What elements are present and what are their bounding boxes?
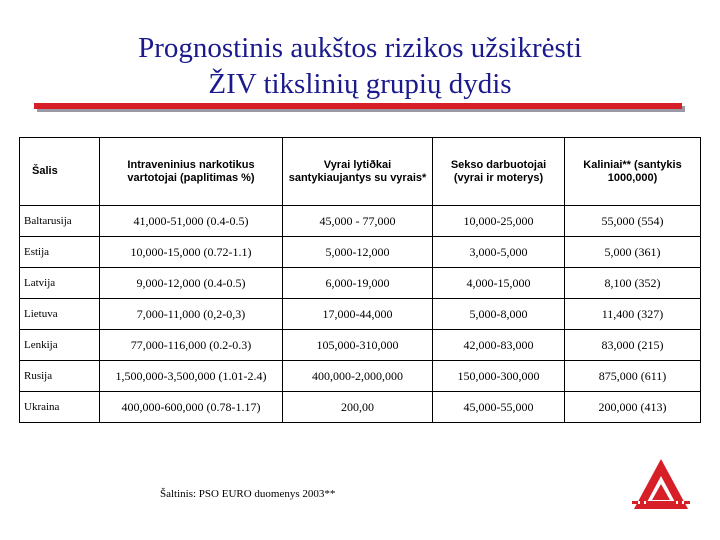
- table-cell: 400,000-600,000 (0.78-1.17): [100, 392, 283, 423]
- table-cell: 10,000-25,000: [433, 206, 565, 237]
- slide-title-line-2: ŽIV tikslinių grupių dydis: [208, 68, 512, 100]
- table-cell: 10,000-15,000 (0.72-1.1): [100, 237, 283, 268]
- table-cell: 8,100 (352): [565, 268, 701, 299]
- table-cell: 45,000-55,000: [433, 392, 565, 423]
- table-cell: 45,000 - 77,000: [283, 206, 433, 237]
- table-cell: 83,000 (215): [565, 330, 701, 361]
- table-cell-country: Ukraina: [20, 392, 100, 423]
- column-header-drug-users: Intraveninius narkotikus vartotojai (paplitimas %): [100, 138, 283, 206]
- column-header-country: Šalis: [20, 138, 100, 206]
- source-note: Šaltinis: PSO EURO duomenys 2003**: [160, 488, 336, 500]
- table-cell: 9,000-12,000 (0.4-0.5): [100, 268, 283, 299]
- table-cell: 11,400 (327): [565, 299, 701, 330]
- table-cell-country: Rusija: [20, 361, 100, 392]
- table-cell: 6,000-19,000: [283, 268, 433, 299]
- table-row: [20, 392, 701, 423]
- table-cell: 150,000-300,000: [433, 361, 565, 392]
- table-cell-country: Latvija: [20, 268, 100, 299]
- table-cell: 41,000-51,000 (0.4-0.5): [100, 206, 283, 237]
- table-row: [20, 206, 701, 237]
- table-row: [20, 330, 701, 361]
- red-triangle-logo-icon: [632, 456, 690, 514]
- table-cell-country: Estija: [20, 237, 100, 268]
- table-cell: 5,000-12,000: [283, 237, 433, 268]
- column-header-sex-workers: Sekso darbuotojai (vyrai ir moterys): [433, 138, 565, 206]
- table-header-row: [20, 138, 701, 206]
- table-cell: 5,000 (361): [565, 237, 701, 268]
- table-cell-country: Baltarusija: [20, 206, 100, 237]
- title-underline: [34, 103, 682, 109]
- table-row: [20, 361, 701, 392]
- table-cell: 7,000-11,000 (0,2-0,3): [100, 299, 283, 330]
- table-cell-country: Lietuva: [20, 299, 100, 330]
- table-cell: 4,000-15,000: [433, 268, 565, 299]
- column-header-msm: Vyrai lytiðkai santykiaujantys su vyrais*: [283, 138, 433, 206]
- table-cell: 875,000 (611): [565, 361, 701, 392]
- table-cell: 77,000-116,000 (0.2-0.3): [100, 330, 283, 361]
- table-cell: 42,000-83,000: [433, 330, 565, 361]
- table-cell: 5,000-8,000: [433, 299, 565, 330]
- table-cell-country: Lenkija: [20, 330, 100, 361]
- table-cell: 55,000 (554): [565, 206, 701, 237]
- table-row: [20, 299, 701, 330]
- table-row: [20, 237, 701, 268]
- table-cell: 17,000-44,000: [283, 299, 433, 330]
- table-cell: 3,000-5,000: [433, 237, 565, 268]
- table-cell: 1,500,000-3,500,000 (1.01-2.4): [100, 361, 283, 392]
- slide-title: [0, 30, 720, 102]
- table-cell: 200,00: [283, 392, 433, 423]
- table-cell: 200,000 (413): [565, 392, 701, 423]
- risk-groups-table: [19, 137, 701, 423]
- table-cell: 400,000-2,000,000: [283, 361, 433, 392]
- table-cell: 105,000-310,000: [283, 330, 433, 361]
- slide-title-line-1: Prognostinis aukštos rizikos užsikrėsti: [138, 32, 582, 64]
- table-row: [20, 268, 701, 299]
- column-header-prisoners: Kaliniai** (santykis 1000,000): [565, 138, 701, 206]
